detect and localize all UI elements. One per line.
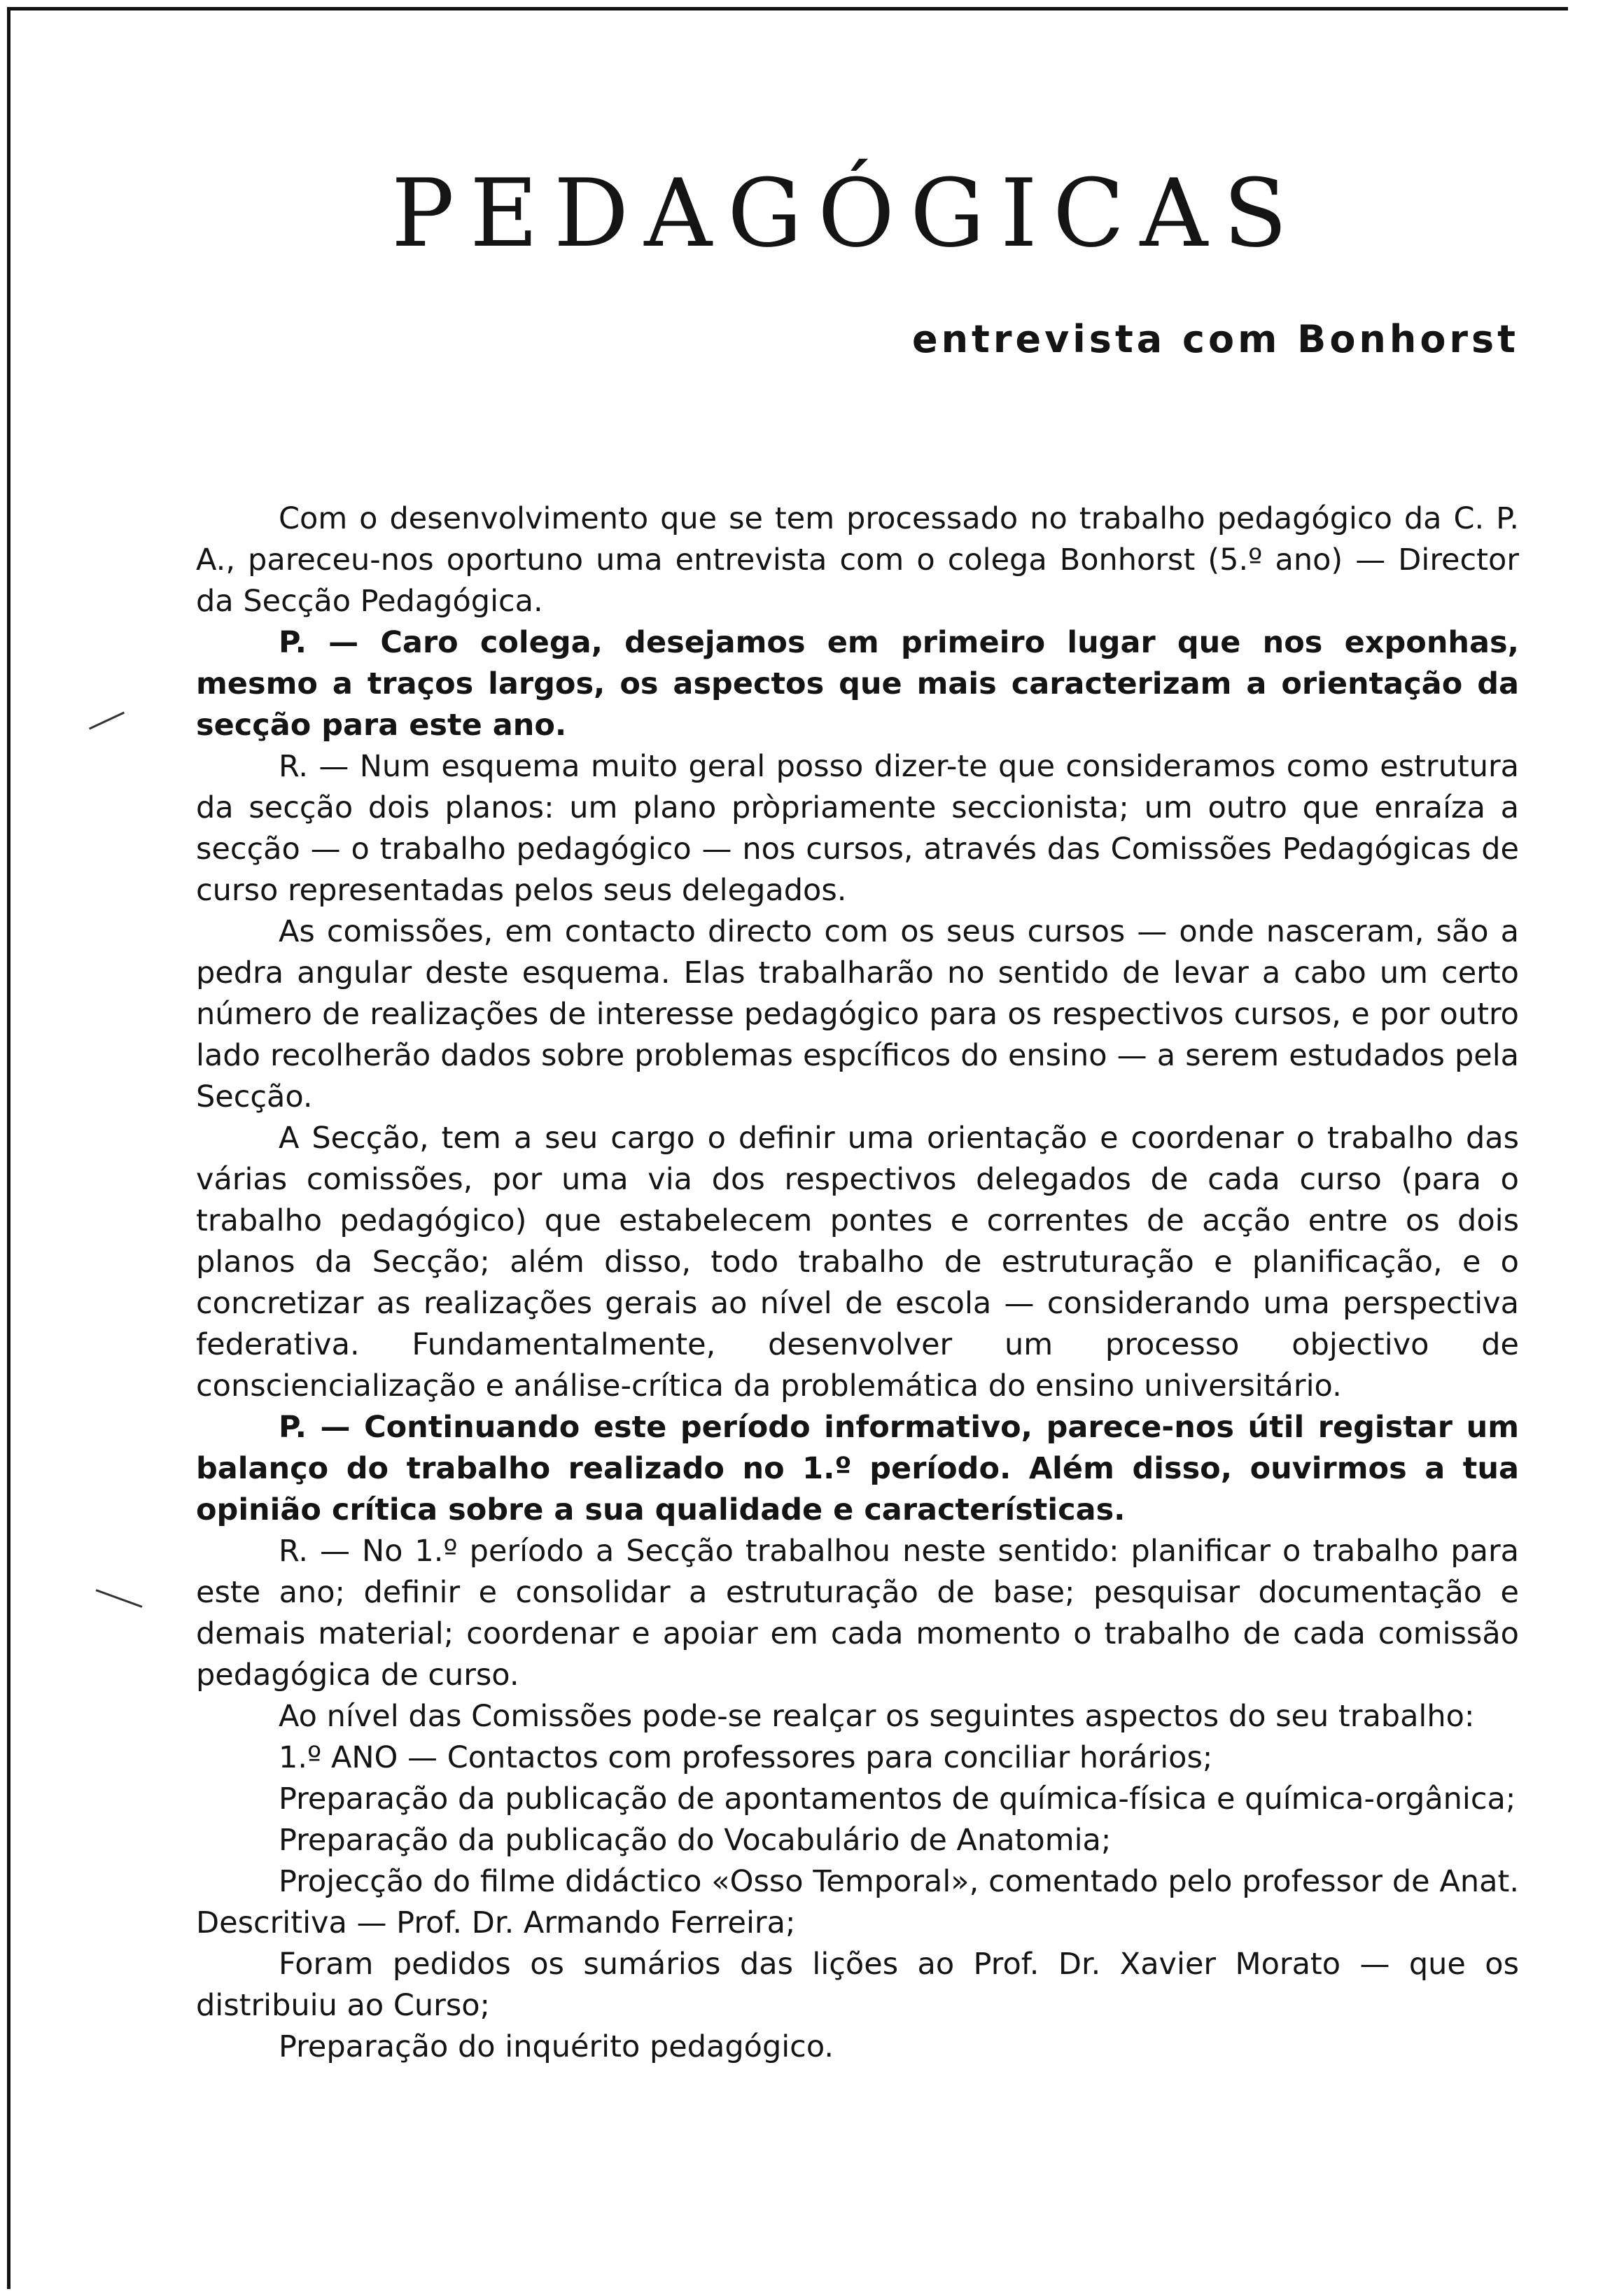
page-border-top xyxy=(7,7,1568,10)
list-item: Preparação da publicação de apontamentos de química-física e química-orgânica; xyxy=(279,1782,1516,1816)
body-paragraph: A Secção, tem a seu cargo o definir uma orientação e coordenar o trabalho das várias comissões, por uma via dos respectivos delegados de cada curso (para o trabalho pedagógico) que estabelecem pontes e correntes de acção entre os dois planos da Secção; além disso, todo trabalho de estruturação e planificação, e o concretizar as realizações gerais ao nível de escola — considerando uma perspectiva federativa. Fundamentalmente, desenvolver um processo objectivo de consciencialização e análise-crítica da problemática do ensino universitário. xyxy=(196,1121,1519,1404)
body-paragraph: Ao nível das Comissões pode-se realçar os seguintes aspectos do seu trabalho: xyxy=(279,1699,1475,1734)
list-item: Preparação do inquérito pedagógico. xyxy=(279,2029,834,2064)
list-item: 1.º ANO — Contactos com professores para conciliar horários; xyxy=(279,1740,1213,1775)
list-item: Preparação da publicação do Vocabulário de Anatomia; xyxy=(279,1823,1112,1858)
body-paragraph: As comissões, em contacto directo com os seus cursos — onde nasceram, são a pedra angular deste esquema. Elas trabalharão no sentido de levar a cabo um certo número de realizações de interesse pedagógico para os respectivos cursos, e por outro lado recolherão dados sobre problemas espcíficos do ensino — a serem estudados pela Secção. xyxy=(196,914,1519,1114)
page-title: PEDAGÓGICAS xyxy=(391,159,1303,268)
list-item: Projecção do filme didáctico «Osso Temporal», comentado pelo professor de Anat. Descritiva — Prof. Dr. Armando Ferreira; xyxy=(196,1864,1519,1940)
margin-mark-1 xyxy=(89,712,125,730)
intro-paragraph: Com o desenvolvimento que se tem processado no trabalho pedagógico da C. P. A., pareceu-nos oportuno uma entrevista com o colega Bonhorst (5.º ano) — Director da Secção Pedagógica. xyxy=(196,501,1519,619)
article-body xyxy=(196,498,1519,2068)
question-paragraph: P. — Caro colega, desejamos em primeiro lugar que nos exponhas, mesmo a traços largos, os aspectos que mais caracterizam a orientação da secção para este ano. xyxy=(196,625,1519,743)
answer-paragraph: R. — Num esquema muito geral posso dizer-te que consideramos como estrutura da secção dois planos: um plano pròpriamente seccionista; um outro que enraíza a secção — o trabalho pedagógico — nos cursos, através das Comissões Pedagógicas de curso representadas pelos seus delegados. xyxy=(196,749,1519,908)
list-item: Foram pedidos os sumários das lições ao Prof. Dr. Xavier Morato — que os distribuiu ao Curso; xyxy=(196,1947,1519,2023)
answer-paragraph: R. — No 1.º período a Secção trabalhou neste sentido: planificar o trabalho para este ano; definir e consolidar a estruturação de base; pesquisar documentação e demais material; coordenar e apoiar em cada momento o trabalho de cada comissão pedagógica de curso. xyxy=(196,1534,1519,1693)
question-paragraph: P. — Continuando este período informativo, parece-nos útil registar um balanço do trabalho realizado no 1.º período. Além disso, ouvirmos a tua opinião crítica sobre a sua qualidade e características. xyxy=(196,1410,1519,1527)
margin-mark-2 xyxy=(96,1589,143,1608)
page-border-left xyxy=(7,7,10,2289)
page-subtitle: entrevista com Bonhorst xyxy=(911,317,1519,361)
